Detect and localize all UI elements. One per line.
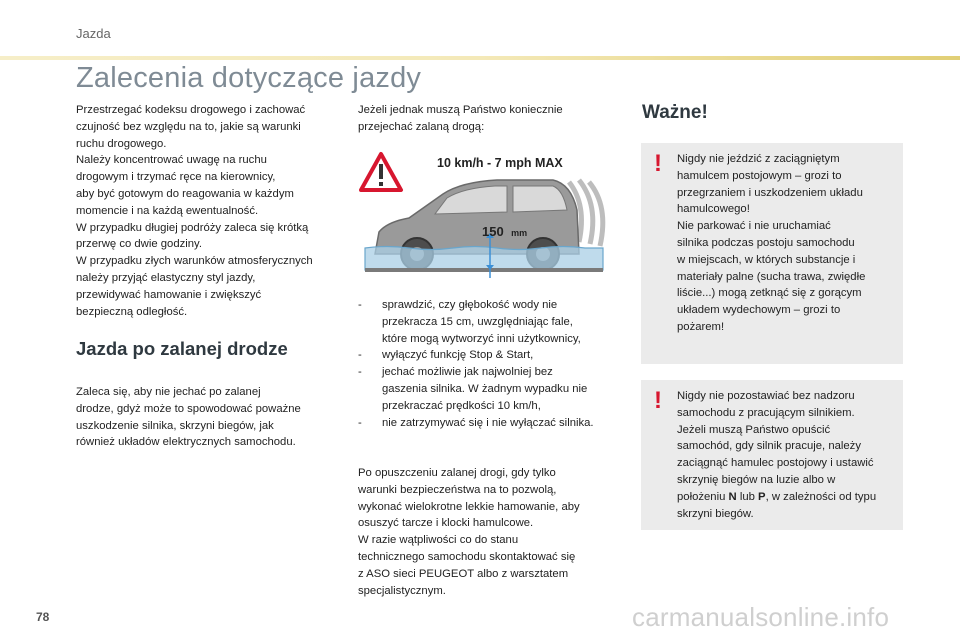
warning-line: materiały palne (sucha trawa, zwiędłe (677, 270, 866, 283)
intro-paragraph (76, 102, 341, 320)
warning-line: Nigdy nie jeździć z zaciągniętym (677, 153, 840, 165)
warning-box-parking-brake (641, 143, 903, 364)
car-in-water-diagram (357, 150, 612, 282)
list-item (358, 364, 620, 414)
bullet-line: sprawdzić, czy głębokość wody nie (382, 299, 558, 311)
intro-line: przewidywać hamowanie i zwiększyć (76, 288, 262, 301)
intro-line: W przypadku złych warunków atmosferycznych (76, 255, 313, 268)
bullet-line: jechać możliwie jak najwolniej bez (382, 366, 553, 379)
flood-warning-line: również układów elektrycznych samochodu. (76, 436, 296, 449)
after-line: osuszyć tarcze i klocki hamulcowe. (358, 517, 534, 530)
important-heading: Ważne! (642, 102, 708, 123)
intro-line: Należy koncentrować uwagę na ruchu (76, 154, 267, 167)
list-item (358, 347, 620, 364)
list-item (358, 297, 620, 347)
gear-p: P (758, 490, 766, 503)
gear-n: N (728, 490, 737, 503)
flood-lead-line: przejechać zalaną drogą: (358, 120, 485, 133)
after-line: warunki bezpieczeństwa na to pozwolą, (358, 483, 557, 496)
warning-line: Nie parkować i nie uruchamiać (677, 220, 831, 233)
warning-text (677, 151, 899, 336)
warning-line: Jeżeli muszą Państwo opuścić (677, 423, 831, 436)
intro-line: przerwę co dwie godziny. (76, 238, 202, 251)
warning-line: skrzynię biegów na luzie albo w (677, 473, 836, 486)
bullet-line: gaszenia silnika. W żadnym wypadku nie (382, 382, 588, 395)
warning-line: układem wydechowym – grozi to (677, 304, 841, 317)
depth-value: 150 (482, 224, 504, 239)
after-line: wykonać wielokrotne lekkie hamowanie, aby (358, 500, 580, 513)
exclamation-icon: ! (654, 150, 662, 177)
warning-line: hamulcowego! (677, 203, 750, 216)
after-line: W razie wątpliwości co do stanu (358, 534, 519, 547)
depth-unit: mm (511, 228, 528, 238)
after-line: specjalistycznym. (358, 584, 446, 597)
header-accent-bar (0, 56, 960, 60)
warning-line: zaciągnąć hamulec postojowy i ustawić (677, 457, 874, 470)
warning-text (677, 388, 899, 522)
intro-line: aby być gotowym do reagowania w każdym (76, 187, 294, 200)
intro-line: czujność bez względu na to, jakie są warunki (76, 120, 301, 133)
warning-line: samochodu z pracującym silnikiem. (677, 406, 855, 419)
after-line: technicznego samochodu skontaktować się (358, 550, 576, 563)
flood-warning-line: drodze, gdyż może to spowodować poważne (76, 402, 301, 415)
gear-position-suffix: , w zależności od typu (765, 490, 877, 503)
bullet-dash: - (358, 416, 362, 429)
road-surface (365, 268, 603, 272)
warning-line: w miejscach, w których substancje i (677, 253, 856, 266)
intro-line: momencie i na każdą ewentualność. (76, 204, 259, 217)
bullet-line: przekraczać prędkości 10 km/h, (382, 399, 541, 412)
intro-line: W przypadku długiej podróży zaleca się krótką (76, 221, 309, 234)
warning-line: hamulcem postojowym – grozi to (677, 169, 842, 182)
bullet-line: nie zatrzymywać się i nie wyłączać silnika. (382, 416, 594, 429)
warning-line: silnika podczas postoju samochodu (677, 236, 855, 249)
warning-triangle-icon (361, 154, 401, 190)
warning-line: Nigdy nie pozostawiać bez nadzoru (677, 390, 855, 402)
list-item (358, 415, 620, 432)
intro-line: należy przyjąć elastyczny styl jazdy, (76, 271, 256, 284)
section-header: Jazda (76, 26, 111, 41)
bullet-line: wyłączyć funkcję Stop & Start, (382, 349, 534, 362)
intro-line: Przestrzegać kodeksu drogowego i zachować (76, 104, 306, 116)
warning-box-unattended-engine (641, 380, 903, 530)
flood-instructions-list (358, 297, 620, 431)
gear-position-prefix: położeniu (677, 490, 729, 503)
warning-line: skrzyni biegów. (677, 507, 754, 520)
warning-line-gear-position (677, 489, 899, 506)
intro-line: ruchu drogowego. (76, 137, 167, 150)
after-line: z ASO sieci PEUGEOT albo z warsztatem (358, 567, 569, 580)
flood-lead-line: Jeżeli jednak muszą Państwo koniecznie (358, 104, 563, 116)
page-title: Zalecenia dotyczące jazdy (76, 62, 422, 94)
speed-limit-label: 10 km/h - 7 mph MAX (437, 156, 563, 170)
warning-line: samochód, gdy silnik pracuje, należy (677, 440, 861, 453)
flood-section-title: Jazda po zalanej drodze (76, 338, 288, 359)
page-number: 78 (36, 610, 50, 624)
gear-position-mid: lub (736, 490, 759, 503)
intro-line: drogowym i trzymać ręce na kierownicy, (76, 171, 276, 184)
bullet-dash: - (358, 299, 362, 311)
water-surface (365, 247, 603, 271)
after-line: Po opuszczeniu zalanej drogi, gdy tylko (358, 467, 556, 479)
after-flood-paragraph (358, 465, 608, 599)
watermark: carmanualsonline.info (632, 602, 890, 632)
flood-warning-line: uszkodzenie silnika, skrzyni biegów, jak (76, 419, 274, 432)
bullet-line: przekracza 15 cm, uwzględniając fale, (382, 315, 573, 328)
flood-warning-paragraph (76, 384, 341, 451)
warning-line: pożarem! (677, 320, 725, 333)
flooded-road-illustration (357, 150, 612, 282)
exclamation-icon: ! (654, 387, 662, 414)
warning-line: przegrzaniem i uszkodzeniem układu (677, 186, 863, 199)
warning-line: liście...) mogą zetknąć się z gorącym (677, 287, 862, 300)
flood-warning-line: Zaleca się, aby nie jechać po zalanej (76, 386, 261, 398)
flood-lead-paragraph (358, 102, 608, 136)
bullet-dash: - (358, 349, 362, 362)
bullet-dash: - (358, 366, 362, 379)
intro-line: bezpieczną odległość. (76, 305, 188, 318)
bullet-line: które mogą wytworzyć inni użytkownicy, (382, 332, 581, 345)
